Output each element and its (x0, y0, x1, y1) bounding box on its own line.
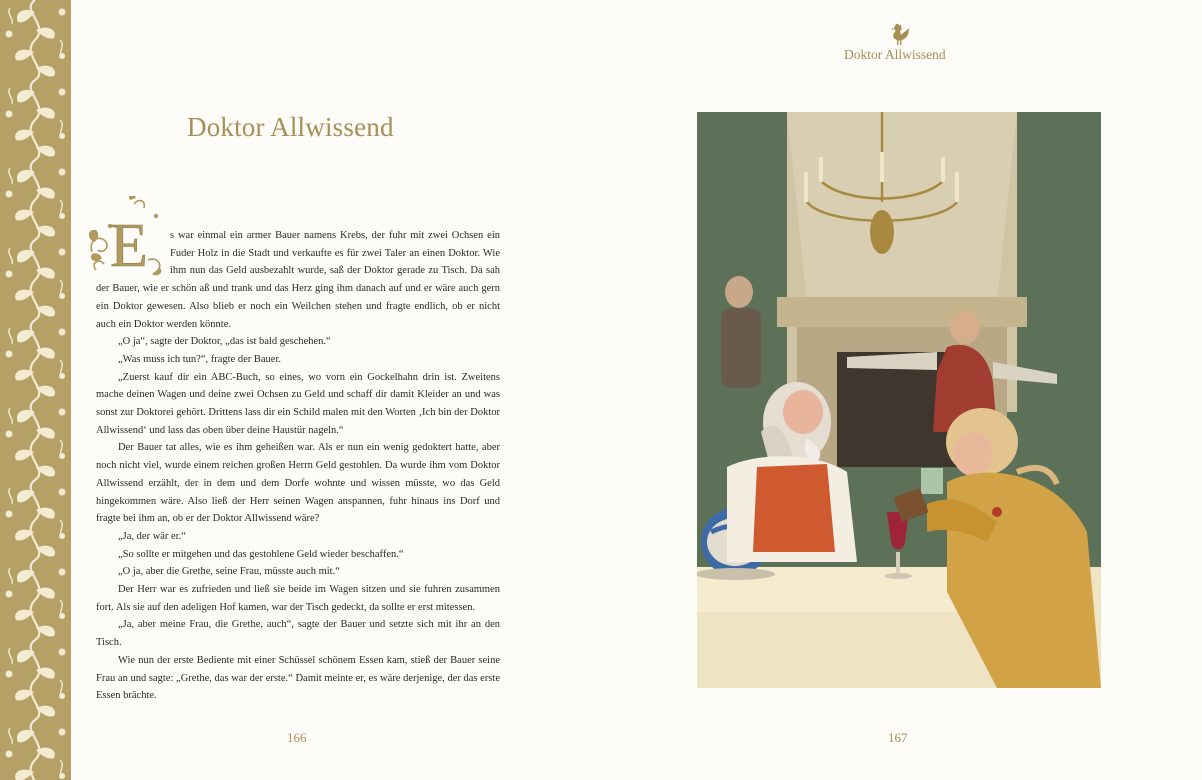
story-paragraph: Der Bauer tat alles, wie es ihm geheißen war. Als er nun ein wenig gedoktert hatte, aber noch nicht viel, wurde einem reichen großen Herrn Geld gestohlen. Da wurde ihm vom Doktor Allwissend erzählt, der in dem und dem Dorfe wohnte und wissen müsste, wo das Geld hingekommen wäre. Also ließ der Herr seinen Wagen anspannen, fuhr hinaus ins Dorf und fragte bei ihm an, ob er der Doktor Allwissend wäre? (96, 442, 500, 525)
running-head: Doktor Allwissend (844, 47, 946, 62)
decorative-border (0, 0, 71, 780)
rooster-icon (888, 22, 910, 46)
story-paragraph: „Was muss ich tun?“, fragte der Bauer. (118, 353, 282, 365)
story-paragraph: Wie nun der erste Bediente mit einer Schüssel schönem Essen kam, stieß der Bauer seine Frau an und sagte: „Grethe, das war der erste.“ Damit meinte er, es wäre derjenige, der das erste Essen brächte. (96, 654, 500, 702)
spread-gutter (601, 0, 602, 780)
story-paragraph: „O ja“, sagte der Doktor, „das ist bald geschehen.“ (118, 336, 331, 348)
story-title: Doktor Allwissend (187, 112, 394, 142)
story-paragraph: „So sollte er mitgehen und das gestohlene Geld wieder beschaffen.“ (118, 548, 404, 560)
story-paragraph: „Ja, aber meine Frau, die Grethe, auch“, sagte der Bauer und setzte sich mit ihr an den Tisch. (96, 619, 500, 649)
page-number-left: 166 (287, 730, 307, 745)
story-paragraph: Der Herr war es zufrieden und ließ sie beide im Wagen sitzen und sie fuhren zusammen fort. Als sie auf den adeligen Hof kamen, war der Tisch gedeckt, da sollte er erst mitessen. (96, 584, 500, 613)
story-body-text (96, 227, 500, 705)
story-paragraph: s war einmal ein armer Bauer namens Krebs, der fuhr mit zwei Ochsen ein Fuder Holz in die Stadt und verkaufte es für zwei Taler an einen Doktor. Wie ihm nun das Geld ausbezahlt wurde, saß der Doktor gerade zu Tisch. Da sah der Bauer, wie er schön aß und trank und das Herz ging ihm danach auf und er wäre auch gern ein Doktor gewesen. Also blieb er noch ein Weilchen stehen und fragte endlich, ob er nicht auch ein Doktor werden könnte. (96, 230, 500, 330)
dropcap-letter: E (110, 212, 148, 280)
story-paragraph: „Ja, der wär er.“ (118, 530, 186, 542)
story-paragraph: „O ja, aber die Grethe, seine Frau, müsste auch mit.“ (118, 566, 340, 578)
story-paragraph: „Zuerst kauf dir ein ABC-Buch, so eines, wo vorn ein Gockelhahn drin ist. Zweitens mache deinen Wagen und deine zwei Ochsen zu Geld und schaff dir damit Kleider an und was sonst zur Doktorei gehört. Drittens lass dir ein Schild malen mit den Worten ‚Ich bin der Doktor Allwissend‘ und lass das oben über deine Haustür nageln.“ (96, 371, 500, 436)
page-number-right: 167 (888, 730, 908, 745)
dining-scene-illustration (697, 112, 1101, 688)
